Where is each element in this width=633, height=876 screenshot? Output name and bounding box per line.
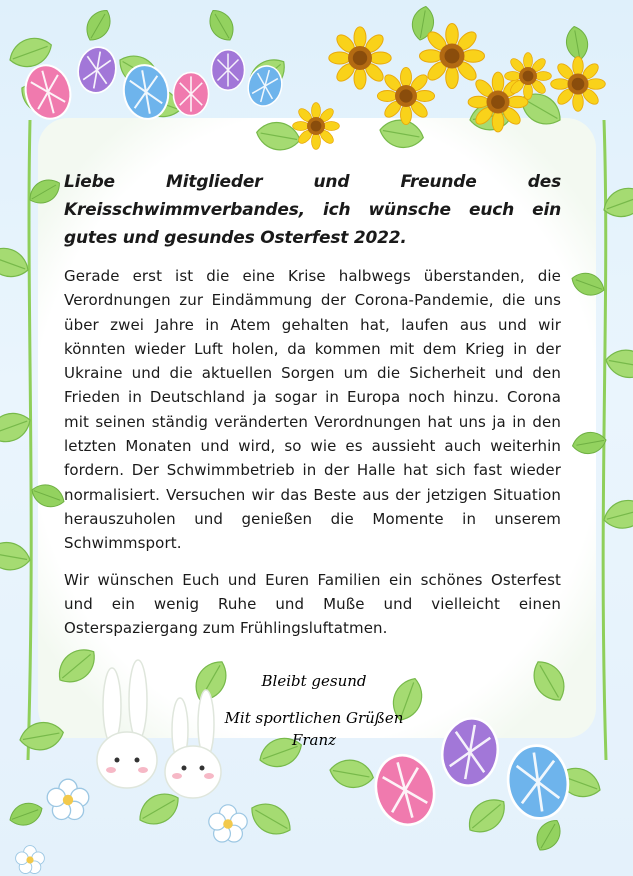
letter-paragraph-2: Wir wünschen Euch und Euren Familien ein schönes Osterfest und ein wenig Ruhe und Muße und vielleicht einen Osterspaziergang zum Frühlingsluftatmen. [64,570,561,638]
easter-egg-icon [173,72,208,115]
sunflower-icon [505,53,552,100]
closing-greeting: Mit sportlichen Grüßen [224,709,404,727]
letter [64,168,561,652]
sunflower-icon [420,24,485,89]
sunflower-icon [551,57,606,112]
sunflower-icon [293,103,340,150]
easter-egg-icon [75,44,120,96]
sunflower-icon [329,27,391,89]
letter-heading: Liebe Mitglieder und Freunde des Kreisschwimmverbandes, ich wünsche euch ein gutes und gesundes Osterfest 2022. [64,172,561,248]
signature: Franz [291,731,337,749]
easter-egg-icon [20,60,76,124]
easter-egg-icon [368,749,441,832]
easter-egg-icon [504,742,573,822]
flower-icon [47,779,89,819]
closing-bleibt-gesund: Bleibt gesund [261,672,367,690]
easter-egg-icon [212,50,245,91]
sunflower-icon [377,67,434,124]
flower-icon [16,846,45,874]
flower-icon [209,805,247,842]
letter-paragraph-1: Gerade erst ist die eine Krise halbwegs überstanden, die Verordnungen zur Eindämmung der Corona-Pandemie, die uns über zwei Jahre in Atem gehalten hat, laufen aus und wir könnten wieder Luft holen, da kommen mit dem Krieg in der Ukraine und die aktuellen Sorgen um die Sicherheit und den Frieden in Deutschland ja sogar in Europa noch hinzu. Corona mit seinen ständig veränderten Verordnungen hat uns ja in den letzten Monaten und wird, so wie es aussieht auch weiterhin fordern. Der Schwimmbetrieb in der Halle hat sich fast wieder normalisiert. Versuchen wir das Beste aus der jetzigen Situation herauszuholen und genießen die Momente in unserem Schwimmsport. [64,267,561,553]
